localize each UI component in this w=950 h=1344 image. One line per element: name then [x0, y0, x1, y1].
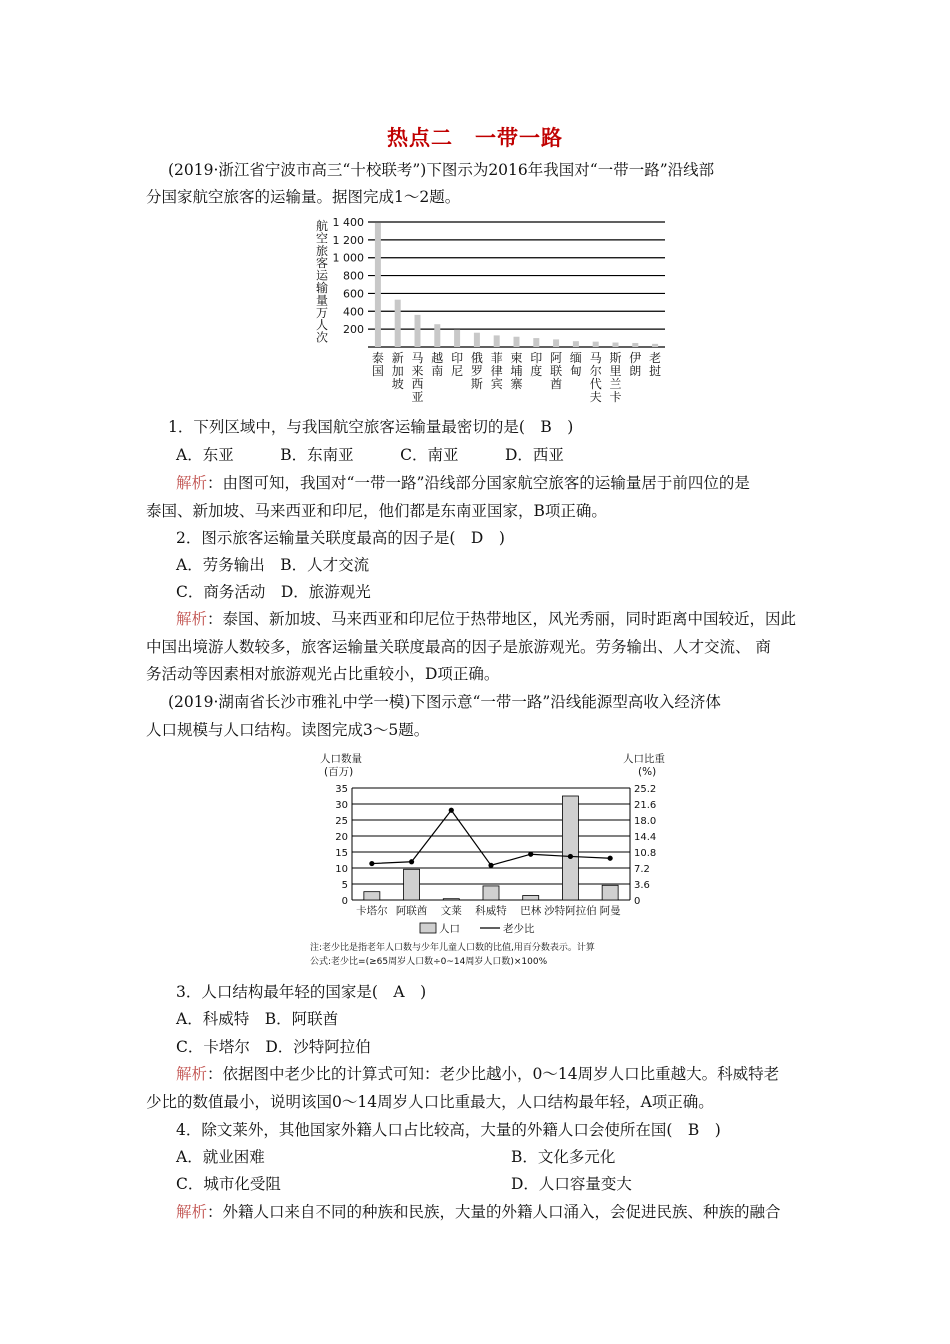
intro-2-line-1: (2019·湖南省长沙市雅礼中学一模)下图示意“一带一路”沿线能源型高收入经济体 — [168, 693, 721, 711]
x-category-label-char: 西 — [411, 377, 424, 391]
ratio-point-4 — [488, 863, 493, 868]
y-tick-label: 200 — [343, 323, 364, 337]
bar-6 — [474, 333, 480, 347]
x-category-label: 沙特阿拉伯 — [544, 905, 597, 917]
q4-explanation-line-1 — [176, 1200, 781, 1222]
x-category-label-char: 新 — [391, 351, 404, 365]
right-tick-label: 3.6 — [634, 880, 650, 891]
x-category-label-char: 俄 — [470, 351, 483, 365]
y-axis-label-char: 输 — [315, 281, 329, 295]
y-tick-label: 1 000 — [332, 251, 364, 265]
x-category-label-char: 尼 — [451, 364, 464, 378]
x-category-label-char: 菲 — [490, 351, 503, 365]
x-category-label: 巴林 — [520, 905, 542, 917]
explanation-text: ：由图可知，我国对“一带一路”沿线部分国家航空旅客的运输量居于前四位的是 — [207, 474, 750, 492]
y-tick-label: 600 — [343, 287, 364, 301]
q1-explanation-line-2: 泰国、新加坡、马来西亚和印尼，他们都是东南亚国家，B项正确。 — [146, 502, 607, 520]
x-category-label-char: 宾 — [490, 377, 503, 391]
bar-8 — [514, 337, 520, 347]
bar-12 — [593, 342, 599, 347]
x-category-label-char: 柬 — [510, 351, 523, 365]
q4-stem: 4．除文莱外，其他国家外籍人口占比较高，大量的外籍人口会使所在国( B ) — [176, 1121, 721, 1139]
left-tick-label: 15 — [335, 848, 348, 859]
bar-1 — [375, 223, 381, 347]
left-tick-label: 5 — [341, 880, 348, 891]
chart-note-line-2: 公式:老少比=(≥65周岁人口数÷0~14周岁人口数)×100% — [310, 957, 548, 967]
y-axis-label-char: 客 — [315, 256, 329, 271]
bar-9 — [533, 338, 539, 347]
bar-4 — [434, 324, 440, 347]
x-category-label-char: 马 — [411, 351, 424, 365]
x-category-label-char: 亚 — [411, 390, 424, 404]
x-category-label-char: 加 — [391, 364, 404, 378]
legend-bar-swatch — [420, 923, 436, 933]
x-category-label-char: 印 — [451, 351, 464, 365]
legend-bar-label: 人口 — [439, 923, 460, 935]
bar-11 — [573, 341, 579, 347]
ratio-point-6 — [568, 854, 573, 859]
y-axis-label-char: 量 — [315, 293, 329, 308]
y-axis-label-char: 旅 — [315, 243, 329, 258]
q1-stem: 1．下列区域中，与我国航空旅客运输量最密切的是( B ) — [168, 418, 574, 436]
ratio-point-1 — [369, 861, 374, 866]
x-category-label-char: 尔 — [589, 364, 602, 378]
bar-7 — [494, 335, 500, 347]
x-category-label-char: 联 — [550, 364, 563, 378]
ratio-point-3 — [449, 808, 454, 813]
x-category-label-char: 寨 — [510, 377, 523, 391]
explanation-label: 解析 — [176, 610, 208, 628]
left-tick-label: 35 — [335, 784, 348, 795]
right-tick-label: 0 — [634, 896, 641, 907]
x-category-label-char: 阿 — [550, 351, 563, 365]
q3-explanation-line-2: 少比的数值最小，说明该国0～14周岁人口比重最大，人口结构最年轻，A项正确。 — [146, 1093, 714, 1111]
x-category-label-char: 代 — [589, 377, 602, 391]
bar-3 — [415, 315, 421, 347]
x-category-label-char: 南 — [431, 364, 444, 378]
x-category-label-char: 兰 — [609, 377, 622, 391]
y-tick-label: 400 — [343, 305, 364, 319]
population-bar-5 — [523, 896, 539, 900]
x-category-label-char: 斯 — [609, 351, 622, 365]
y-axis-label-char: 运 — [315, 268, 329, 283]
x-category-label-char: 坡 — [391, 377, 404, 391]
x-category-label: 阿联酋 — [395, 905, 428, 917]
y-axis-label-char: 人 — [315, 318, 329, 333]
q2-options-ab: A．劳务输出 B．人才交流 — [176, 556, 370, 574]
y-axis-label-char: 航 — [315, 219, 329, 233]
bar-10 — [553, 339, 559, 347]
x-category-label-char: 度 — [530, 364, 543, 378]
population-bar-1 — [364, 892, 380, 900]
explanation-text: ：外籍人口来自不同的种族和民族，大量的外籍人口涌入，会促进民族、种族的融合 — [207, 1203, 781, 1221]
q4-option-b: B．文化多元化 — [511, 1148, 616, 1166]
y-axis-label-char: 空 — [315, 231, 329, 246]
chart-note-line-1: 注:老少比是指老年人口数与少年儿童人口数的比值,用百分数表示。计算 — [310, 943, 595, 953]
q1-options: A．东亚 B．东南亚 C．南亚 D．西亚 — [176, 446, 564, 464]
intro-2-line-2: 人口规模与人口结构。读图完成3～5题。 — [146, 721, 430, 739]
legend-line-label: 老少比 — [503, 923, 535, 935]
right-tick-label: 7.2 — [634, 864, 650, 875]
x-category-label-char: 斯 — [470, 377, 483, 391]
x-category-label-char: 罗 — [470, 364, 483, 378]
right-tick-label: 21.6 — [634, 800, 657, 811]
y-axis-label-char: 万 — [315, 305, 329, 320]
x-category-label: 卡塔尔 — [356, 905, 388, 917]
air-passenger-bar-chart — [300, 212, 680, 408]
q3-options-ab: A．科威特 B．阿联酋 — [176, 1010, 339, 1028]
x-category-label-char: 埔 — [510, 364, 523, 378]
explanation-text: ：泰国、新加坡、马来西亚和印尼位于热带地区，风光秀丽，同时距离中国较近，因此 — [207, 610, 797, 628]
ratio-point-7 — [608, 856, 613, 861]
right-tick-label: 14.4 — [634, 832, 657, 843]
x-category-label-char: 泰 — [371, 351, 384, 365]
x-category-label-char: 里 — [609, 364, 622, 378]
q2-explanation-line-3: 务活动等因素相对旅游观光占比重较小，D项正确。 — [146, 665, 500, 683]
x-category-label-char: 印 — [530, 351, 543, 365]
y-axis-label-char: 次 — [315, 330, 329, 345]
q2-stem: 2．图示旅客运输量关联度最高的因子是( D ) — [176, 529, 505, 547]
left-tick-label: 30 — [335, 800, 348, 811]
population-structure-chart — [300, 748, 700, 978]
left-tick-label: 10 — [335, 864, 348, 875]
q2-explanation-line-1 — [176, 607, 796, 629]
x-category-label-char: 马 — [589, 351, 602, 365]
q2-options-cd: C．商务活动 D．旅游观光 — [176, 583, 371, 601]
population-bar-4 — [483, 886, 499, 900]
q4-option-a: A．就业困难 — [176, 1148, 265, 1166]
y-tick-label: 800 — [343, 269, 364, 283]
population-bar-2 — [404, 869, 420, 900]
q4-option-c: C．城市化受阻 — [176, 1175, 281, 1193]
bar-2 — [395, 300, 401, 347]
x-category-label-char: 老 — [649, 351, 662, 365]
q1-explanation-line-1 — [176, 471, 750, 493]
left-axis-label: 人口数量 — [320, 753, 362, 765]
bar-14 — [632, 343, 638, 347]
x-category-label-char: 律 — [490, 364, 503, 378]
x-category-label-char: 国 — [371, 364, 384, 378]
x-category-label-char: 来 — [411, 364, 424, 378]
x-category-label-char: 伊 — [629, 351, 642, 365]
x-category-label: 文莱 — [440, 905, 462, 917]
explanation-label: 解析 — [176, 1203, 208, 1221]
left-tick-label: 20 — [335, 832, 348, 843]
x-category-label-char: 缅 — [569, 351, 582, 365]
right-tick-label: 18.0 — [634, 816, 657, 827]
population-bar-7 — [602, 885, 618, 900]
q4-option-d: D．人口容量变大 — [511, 1175, 632, 1193]
x-category-label-char: 甸 — [569, 364, 582, 378]
bar-5 — [454, 330, 460, 347]
intro-1-line-1: (2019·浙江省宁波市高三“十校联考”)下图示为2016年我国对“一带一路”沿线部 — [168, 161, 715, 179]
right-tick-label: 10.8 — [634, 848, 657, 859]
x-category-label-char: 挝 — [649, 364, 662, 378]
left-axis-unit: (百万) — [324, 766, 354, 778]
population-bar-3 — [443, 899, 459, 900]
y-tick-label: 1 200 — [332, 233, 364, 247]
x-category-label-char: 朗 — [629, 364, 642, 378]
q3-options-cd: C．卡塔尔 D．沙特阿拉伯 — [176, 1038, 371, 1056]
q3-explanation-line-1 — [176, 1062, 779, 1084]
explanation-label: 解析 — [176, 1065, 208, 1083]
explanation-text: ：依据图中老少比的计算式可知：老少比越小，0～14周岁人口比重越大。科威特老 — [207, 1065, 780, 1083]
x-category-label: 科威特 — [475, 905, 507, 917]
bar-13 — [613, 343, 619, 347]
page-title: 热点二 一带一路 — [387, 125, 563, 150]
right-tick-label: 25.2 — [634, 784, 657, 795]
left-tick-label: 25 — [335, 816, 348, 827]
left-tick-label: 0 — [341, 896, 348, 907]
y-tick-label: 1 400 — [332, 216, 364, 229]
q2-explanation-line-2: 中国出境游人数较多，旅客运输量关联度最高的因子是旅游观光。劳务输出、人才交流、 商 — [146, 638, 771, 656]
x-category-label-char: 酋 — [550, 377, 563, 391]
intro-1-line-2: 分国家航空旅客的运输量。据图完成1～2题。 — [146, 188, 461, 206]
x-category-label: 阿曼 — [599, 905, 621, 917]
ratio-point-2 — [409, 859, 414, 864]
bar-15 — [652, 344, 658, 347]
right-axis-unit: (%) — [638, 766, 657, 778]
population-bar-6 — [562, 796, 578, 900]
x-category-label-char: 越 — [431, 351, 444, 365]
ratio-point-5 — [528, 852, 533, 857]
q3-stem: 3．人口结构最年轻的国家是( A ) — [176, 983, 427, 1001]
right-axis-label: 人口比重 — [623, 753, 665, 765]
x-category-label-char: 卡 — [609, 390, 622, 404]
explanation-label: 解析 — [176, 474, 208, 492]
x-category-label-char: 夫 — [589, 390, 602, 404]
